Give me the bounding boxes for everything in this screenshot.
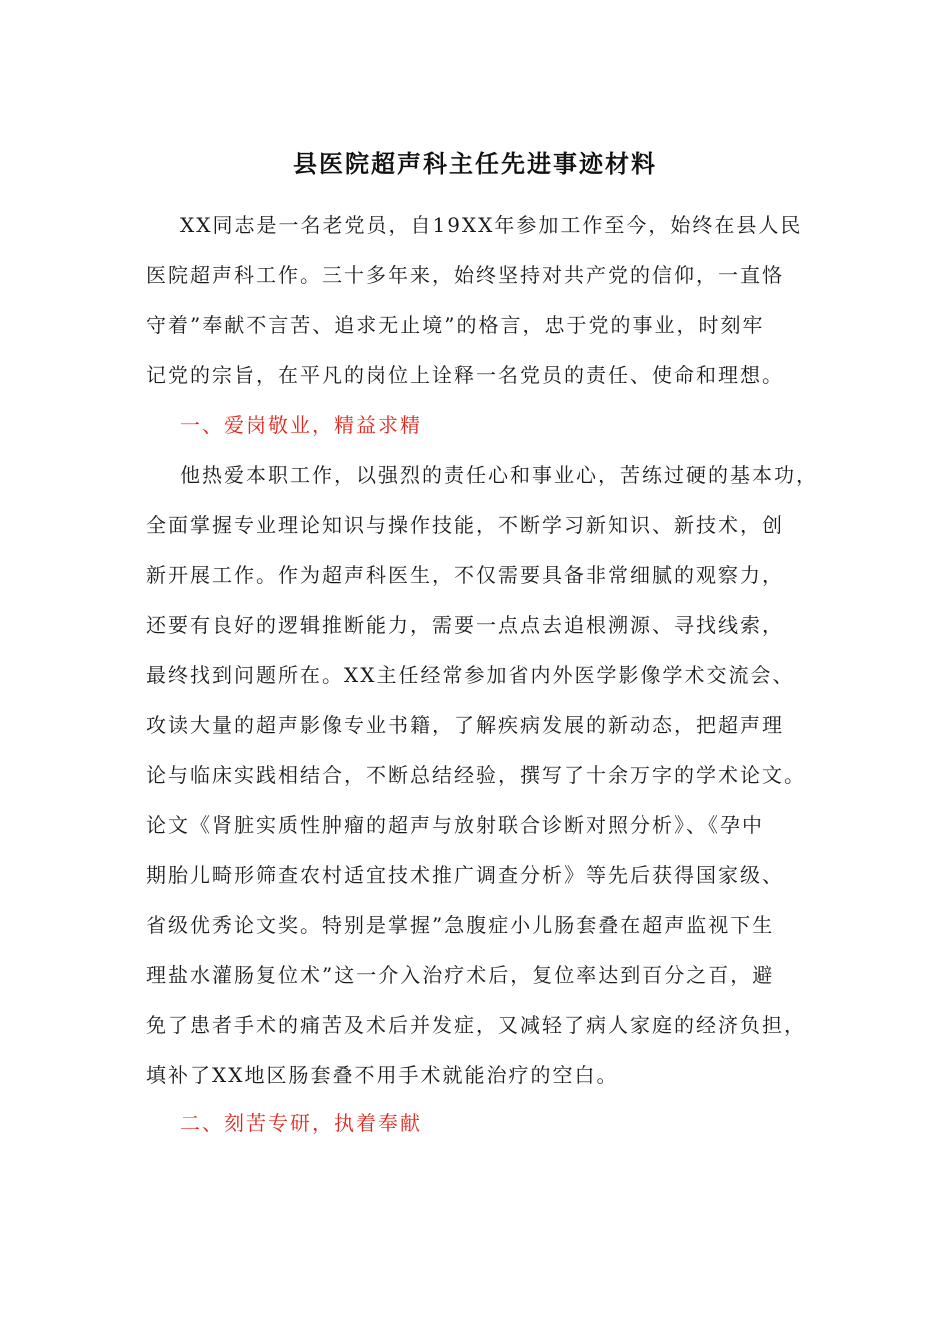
section-1-heading: 一、爱岗敬业，精益求精: [180, 413, 422, 437]
paragraph-line: 填补了XX地区肠套叠不用手术就能治疗的空白。: [146, 1063, 619, 1087]
paragraph-line: 记党的宗旨，在平凡的岗位上诠释一名党员的责任、使命和理想。: [146, 363, 784, 387]
paragraph-line: 守着”奉献不言苦、追求无止境”的格言，忠于党的事业，时刻牢: [146, 313, 765, 337]
paragraph-line: 论与临床实践相结合，不断总结经验，撰写了十余万字的学术论文。: [146, 763, 806, 787]
paragraph-line: 省级优秀论文奖。特别是掌握”急腹症小儿肠套叠在超声监视下生: [146, 913, 775, 937]
paragraph-line: 论文《肾脏实质性肿瘤的超声与放射联合诊断对照分析》、《孕中: [146, 813, 764, 837]
document-title: 县医院超声科主任先进事迹材料: [293, 149, 657, 178]
paragraph-line: 医院超声科工作。三十多年来，始终坚持对共产党的信仰，一直恪: [146, 263, 784, 287]
paragraph-line: 攻读大量的超声影像专业书籍，了解疾病发展的新动态，把超声理: [146, 713, 784, 737]
paragraph-line: 理盐水灌肠复位术”这一介入治疗术后，复位率达到百分之百，避: [146, 963, 775, 987]
paragraph-line: 免了患者手术的痛苦及术后并发症，又减轻了病人家庭的经济负担，: [146, 1013, 806, 1037]
section-1-paragraph: [146, 450, 836, 1100]
section-2-heading: 二、刻苦专研，执着奉献: [180, 1111, 422, 1135]
intro-paragraph: [146, 200, 836, 400]
paragraph-line: 他热爱本职工作，以强烈的责任心和事业心，苦练过硬的基本功，: [180, 463, 818, 487]
paragraph-line: 期胎儿畸形筛查农村适宜技术推广调查分析》等先后获得国家级、: [146, 863, 784, 887]
paragraph-line: 还要有良好的逻辑推断能力，需要一点点去追根溯源、寻找线索，: [146, 613, 784, 637]
paragraph-line: XX同志是一名老党员，自19XX年参加工作至今，始终在县人民: [180, 213, 803, 237]
paragraph-line: 新开展工作。作为超声科医生，不仅需要具备非常细腻的观察力，: [146, 563, 784, 587]
paragraph-line: 全面掌握专业理论知识与操作技能，不断学习新知识、新技术，创: [146, 513, 784, 537]
paragraph-line: 最终找到问题所在。XX主任经常参加省内外医学影像学术交流会、: [146, 663, 795, 687]
